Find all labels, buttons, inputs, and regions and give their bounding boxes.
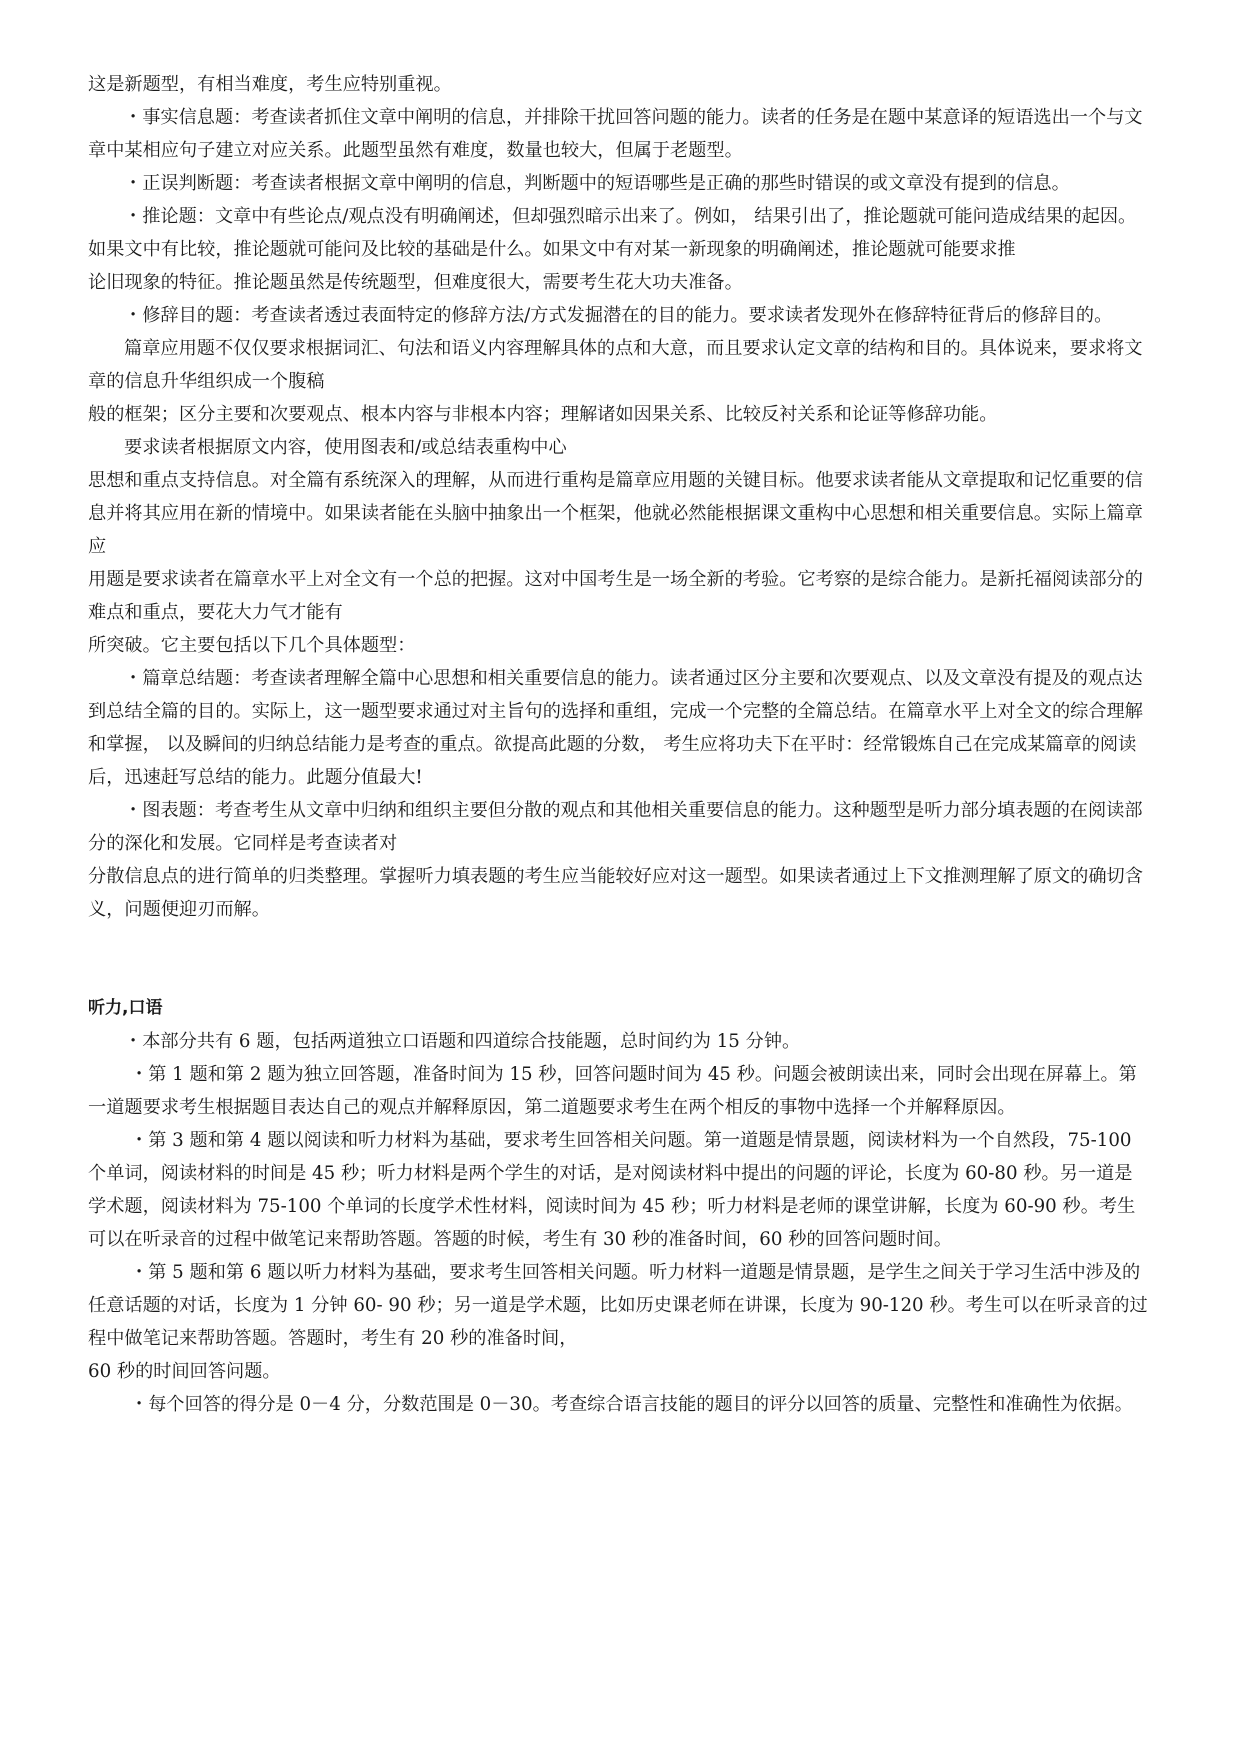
paragraph: ・第 5 题和第 6 题以听力材料为基础，要求考生回答相关问题。听力材料一道题是情景题，是学生之间关于学习生活中涉及的任意话题的对话，长度为 1 分钟 60- 90 秒；另一道是学术题，比如历史课老师在讲课，长度为 90-120 秒。考生可以在听录音的过程中做笔记来帮助答题。答题时，考生有 20 秒的准备时间， [88,1262,1148,1349]
paragraph-application: 篇章应用题不仅仅要求根据词汇、句法和语义内容理解具体的点和大意，而且要求认定文章的结构和目的。具体说来，要求将文章的信息升华组织成一个腹稿 [88,338,1143,392]
section-spacer [88,926,1148,992]
paragraph: 所突破。它主要包括以下几个具体题型： [88,635,416,656]
paragraph-fact-info: ・事实信息题：考查读者抓住文章中阐明的信息，并排除干扰回答问题的能力。读者的任务是在题中某意译的短语选出一个与文章中某相应句子建立对应关系。此题型虽然有难度，数量也较大，但属于老题型。 [88,107,1143,161]
paragraph: 论旧现象的特征。推论题虽然是传统题型，但难度很大，需要考生花大功夫准备。 [88,272,743,293]
paragraph: 分散信息点的进行简单的归类整理。掌握听力填表题的考生应当能较好应对这一题型。如果读者通过上下文推测理解了原文的确切含义，问题便迎刃而解。 [88,866,1143,920]
paragraph: ・第 3 题和第 4 题以阅读和听力材料为基础，要求考生回答相关问题。第一道题是情景题，阅读材料为一个自然段，75-100 个单词，阅读材料的时间是 45 秒；听力材料是两个学生的对话，是对阅读材料中提出的问题的评论，长度为 60-80 秒。另一道是学术题，阅读材料为 75-100 个单词的长度学术性材料，阅读时间为 45 秒；听力材料是老师的课堂讲解，长度为 60-90 秒。考生可以在听录音的过程中做笔记来帮助答题。答题的时候，考生有 30 秒的准备时间，60 秒的回答问题时间。 [88,1130,1136,1250]
paragraph: 般的框架；区分主要和次要观点、根本内容与非根本内容；理解诸如因果关系、比较反衬关系和论证等修辞功能。 [88,404,998,425]
paragraph-chart: ・图表题：考查考生从文章中归纳和组织主要但分散的观点和其他相关重要信息的能力。这种题型是听力部分填表题的在阅读部分的深化和发展。它同样是考查读者对 [88,800,1143,854]
paragraph: ・第 1 题和第 2 题为独立回答题，准备时间为 15 秒，回答问题时间为 45 秒。问题会被朗读出来，同时会出现在屏幕上。第一道题要求考生根据题目表达自己的观点并解释原因，第二道题要求考生在两个相反的事物中选择一个并解释原因。 [88,1064,1137,1118]
paragraph: 用题是要求读者在篇章水平上对全文有一个总的把握。这对中国考生是一场全新的考验。它考察的是综合能力。是新托福阅读部分的难点和重点，要花大力气才能有 [88,569,1143,623]
document-page [88,68,1148,1421]
paragraph-true-false: ・正误判断题：考查读者根据文章中阐明的信息，判断题中的短语哪些是正确的那些时错误的或文章没有提到的信息。 [124,173,1070,194]
paragraph: 60 秒的时间回答问题。 [88,1361,281,1382]
paragraph: 思想和重点支持信息。对全篇有系统深入的理解，从而进行重构是篇章应用题的关键目标。他要求读者能从文章提取和记忆重要的信息并将其应用在新的情境中。如果读者能在头脑中抽象出一个框架，他就必然能根据课文重构中心思想和相关重要信息。实际上篇章应 [88,470,1143,557]
paragraph: 要求读者根据原文内容，使用图表和/或总结表重构中心 [124,437,567,458]
paragraph: ・本部分共有 6 题，包括两道独立口语题和四道综合技能题，总时间约为 15 分钟。 [124,1031,801,1052]
paragraph-inference: ・推论题：文章中有些论点/观点没有明确阐述，但却强烈暗示出来了。例如， 结果引出了，推论题就可能问造成结果的起因。如果文中有比较，推论题就可能问及比较的基础是什么。如果文中有对某一新现象的明确阐述，推论题就可能要求推 [88,206,1137,260]
paragraph: 这是新题型，有相当难度，考生应特别重视。 [88,74,452,95]
paragraph: ・每个回答的得分是 0－4 分，分数范围是 0－30。考查综合语言技能的题目的评分以回答的质量、完整性和准确性为依据。 [130,1394,1133,1415]
section-heading: 听力,口语 [88,998,163,1018]
paragraph-summary: ・篇章总结题：考查读者理解全篇中心思想和相关重要信息的能力。读者通过区分主要和次要观点、以及文章没有提及的观点达到总结全篇的目的。实际上，这一题型要求通过对主旨句的选择和重组，完成一个完整的全篇总结。在篇章水平上对全文的综合理解和掌握， 以及瞬间的归纳总结能力是考查的重点。欲提高此题的分数， 考生应将功夫下在平时：经常锻炼自己在完成某篇章的阅读后，迅速赶写总结的能力。此题分值最大! [88,668,1143,788]
paragraph-rhetorical-purpose: ・修辞目的题：考查读者透过表面特定的修辞方法/方式发掘潜在的目的能力。要求读者发现外在修辞特征背后的修辞目的。 [124,305,1113,326]
